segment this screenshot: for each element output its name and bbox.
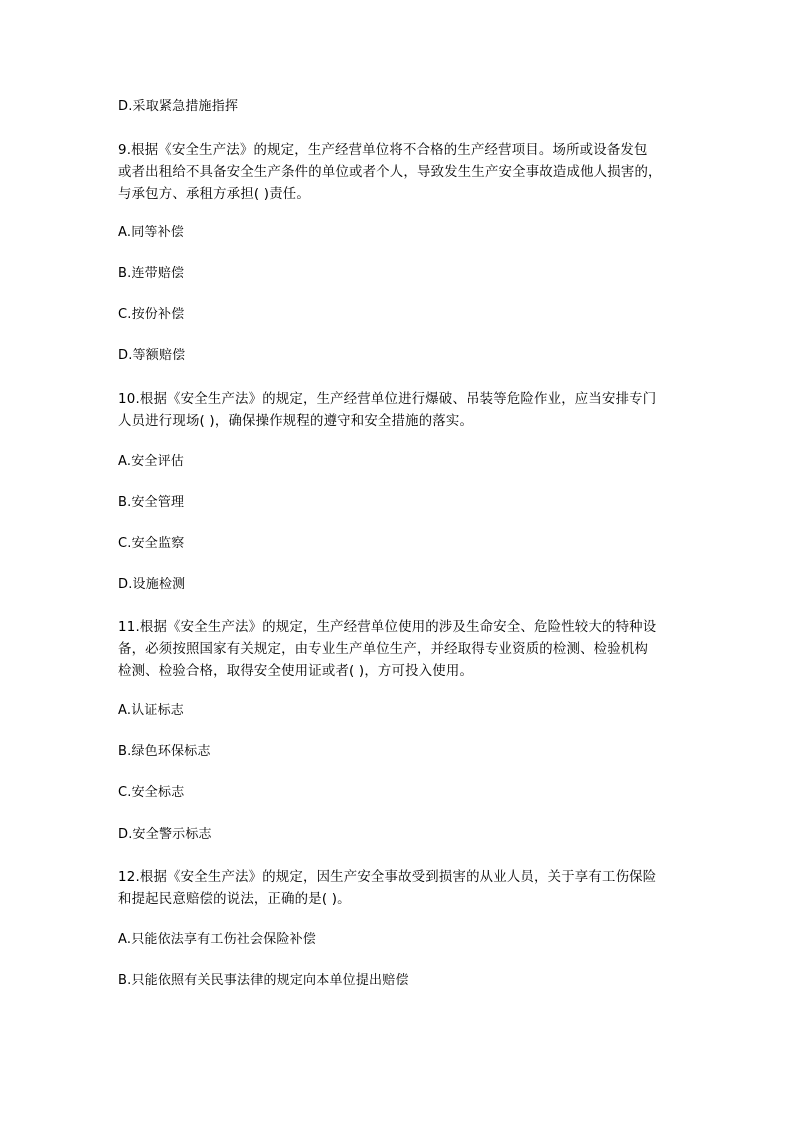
option-b-q10: B.安全管理 bbox=[118, 495, 185, 510]
question-11-line-2: 备，必须按照国家有关规定，由专业生产单位生产，并经取得专业资质的检测、检验机构 bbox=[118, 642, 649, 657]
option-a-q11: A.认证标志 bbox=[118, 703, 184, 718]
option-c-q9: C.按份补偿 bbox=[118, 307, 185, 322]
option-c-q11: C.安全标志 bbox=[118, 785, 185, 800]
question-9-line-3: 与承包方、承租方承担( )责任。 bbox=[118, 187, 310, 202]
question-9-line-2: 或者出租给不具备安全生产条件的单位或者个人，导致发生生产安全事故造成他人损害的， bbox=[118, 165, 662, 180]
option-d-q10: D.设施检测 bbox=[118, 577, 186, 592]
question-11-line-3: 检测、检验合格，取得安全使用证或者( )，方可投入使用。 bbox=[118, 664, 474, 679]
option-b-q12: B.只能依照有关民事法律的规定向本单位提出赔偿 bbox=[118, 973, 409, 988]
option-d-q8: D.采取紧急措施指挥 bbox=[118, 99, 239, 114]
question-12-line-1: 12.根据《安全生产法》的规定，因生产安全事故受到损害的从业人员，关于享有工伤保险 bbox=[118, 870, 657, 885]
option-d-q11: D.安全警示标志 bbox=[118, 827, 212, 842]
option-a-q12: A.只能依法享有工伤社会保险补偿 bbox=[118, 932, 316, 947]
question-10-line-1: 10.根据《安全生产法》的规定，生产经营单位进行爆破、吊装等危险作业，应当安排专门 bbox=[118, 392, 657, 407]
option-a-q9: A.同等补偿 bbox=[118, 225, 184, 240]
option-d-q9: D.等额赔偿 bbox=[118, 348, 186, 363]
option-b-q9: B.连带赔偿 bbox=[118, 266, 185, 281]
question-12-line-2: 和提起民意赔偿的说法，正确的是( )。 bbox=[118, 892, 351, 907]
option-a-q10: A.安全评估 bbox=[118, 454, 184, 469]
question-10-line-2: 人员进行现场( )，确保操作规程的遵守和安全措施的落实。 bbox=[118, 414, 474, 429]
option-b-q11: B.绿色环保标志 bbox=[118, 744, 211, 759]
question-11-line-1: 11.根据《安全生产法》的规定，生产经营单位使用的涉及生命安全、危险性较大的特种设 bbox=[118, 620, 657, 635]
question-9-line-1: 9.根据《安全生产法》的规定，生产经营单位将不合格的生产经营项目。场所或设备发包 bbox=[118, 143, 648, 158]
option-c-q10: C.安全监察 bbox=[118, 536, 185, 551]
